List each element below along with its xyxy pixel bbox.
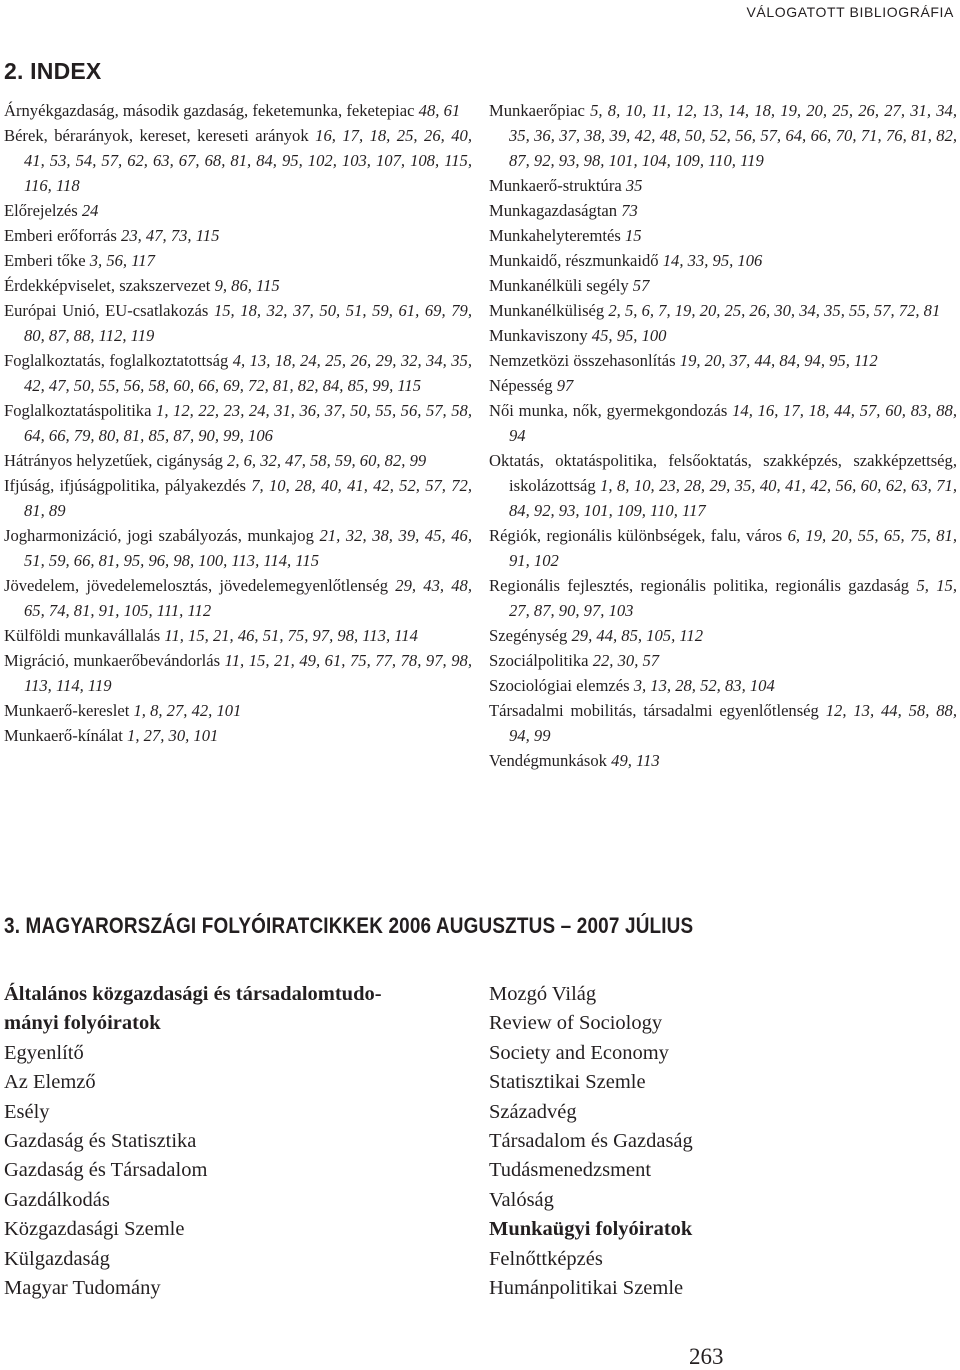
journals-right-column <box>489 980 959 1303</box>
journal-title: Gazdaság és Statisztika <box>4 1130 197 1153</box>
index-entry <box>489 623 957 648</box>
index-pages: 1, 27, 30, 101 <box>127 726 219 745</box>
index-term: Szociálpolitika <box>489 651 589 670</box>
index-entry <box>4 123 472 198</box>
index-entry <box>489 98 957 173</box>
index-entry <box>489 448 957 523</box>
index-pages: 6, 19, 20, 55, 65, 75, 81, 91, 102 <box>509 526 957 570</box>
index-pages: 15, 18, 32, 37, 50, 51, 59, 61, 69, 79, 80, 87, 88, 112, 119 <box>24 301 472 345</box>
index-term: Népesség <box>489 376 553 395</box>
journal-title: Review of Sociology <box>489 1012 663 1035</box>
index-term: Foglalkoztatás, foglalkoztatottság <box>4 351 229 370</box>
index-entry <box>489 523 957 573</box>
index-pages: 73 <box>621 201 638 220</box>
index-entry <box>4 523 472 573</box>
index-pages: 24 <box>81 201 99 220</box>
journal-title: Társadalom és Gazdaság <box>489 1130 693 1153</box>
index-term: Ifjúság, ifjúságpolitika, pályakezdés <box>4 476 246 495</box>
index-entry <box>489 673 957 698</box>
index-pages: 57 <box>632 276 650 295</box>
index-term: Hátrányos helyzetűek, cigányság <box>4 451 223 470</box>
index-pages: 97 <box>556 376 574 395</box>
index-entry <box>489 573 957 623</box>
index-entry <box>4 473 472 523</box>
index-term: Munkaerő-kereslet <box>4 701 130 720</box>
index-term: Oktatás, oktatáspolitika, felsőoktatás, szakképzés, szakképzettség, iskolázottság <box>489 451 957 495</box>
index-term: Munkanélküliség <box>489 301 605 320</box>
index-pages: 16, 17, 18, 25, 26, 40, 41, 53, 54, 57, 62, 63, 67, 68, 81, 84, 95, 102, 103, 107, 108, 115, 116, 118 <box>24 126 472 195</box>
index-left-column <box>4 98 472 748</box>
index-entry <box>4 348 472 398</box>
index-term: Érdekképviselet, szakszervezet <box>4 276 211 295</box>
index-pages: 48, 61 <box>418 101 461 120</box>
index-term: Munkaerőpiac <box>489 101 585 120</box>
index-pages: 7, 10, 28, 40, 41, 42, 52, 57, 72, 81, 89 <box>24 476 472 520</box>
index-pages: 14, 33, 95, 106 <box>662 251 763 270</box>
index-pages: 11, 15, 21, 46, 51, 75, 97, 98, 113, 114 <box>164 626 418 645</box>
journals-left-column <box>4 980 474 1303</box>
index-entry <box>489 348 957 373</box>
index-section-heading: 2. INDEX <box>4 58 102 84</box>
index-pages: 22, 30, 57 <box>592 651 660 670</box>
index-entry <box>489 323 957 348</box>
index-entry <box>489 223 957 248</box>
index-pages: 15 <box>624 226 642 245</box>
index-entry <box>489 273 957 298</box>
index-pages: 29, 44, 85, 105, 112 <box>571 626 704 645</box>
index-pages: 3, 56, 117 <box>89 251 155 270</box>
index-term: Szegénység <box>489 626 568 645</box>
journal-group-heading-labour: Munkaügyi folyóiratok <box>489 1218 693 1241</box>
index-entry <box>489 248 957 273</box>
index-entry <box>489 698 957 748</box>
index-term: Jövedelem, jövedelemelosztás, jövedelemegyenlőtlenség <box>4 576 389 595</box>
journal-title: Statisztikai Szemle <box>489 1071 646 1094</box>
journal-title: Tudásmenedzsment <box>489 1159 652 1182</box>
index-entry <box>4 98 472 123</box>
index-entry <box>4 648 472 698</box>
journal-list-general <box>4 1039 474 1304</box>
index-entry <box>4 623 472 648</box>
index-term: Munkaerő-struktúra <box>489 176 622 195</box>
index-pages: 1, 8, 27, 42, 101 <box>133 701 242 720</box>
journal-title: Gazdaság és Társadalom <box>4 1159 208 1182</box>
index-pages: 3, 13, 28, 52, 83, 104 <box>633 676 775 695</box>
journal-group-heading-general: Általános közgazdasági és társadalomtudo- mányi folyóiratok <box>4 983 382 1035</box>
index-pages: 23, 47, 73, 115 <box>121 226 220 245</box>
journal-title: Egyenlítő <box>4 1041 84 1064</box>
journal-title: Felnőttképzés <box>489 1247 603 1270</box>
index-entry <box>489 373 957 398</box>
journal-title: Mozgó Világ <box>489 983 597 1005</box>
index-term: Munkaidő, részmunkaidő <box>489 251 659 270</box>
index-pages: 1, 8, 10, 23, 28, 29, 35, 40, 41, 42, 56, 60, 62, 63, 71, 84, 92, 93, 101, 109, 110, 117 <box>509 476 957 520</box>
index-right-column <box>489 98 957 773</box>
index-pages: 14, 16, 17, 18, 44, 57, 60, 83, 88, 94 <box>509 401 957 445</box>
index-pages: 35 <box>625 176 643 195</box>
journal-title: Századvég <box>489 1100 577 1123</box>
index-term: Munkaviszony <box>489 326 588 345</box>
journal-list-general-continued <box>489 980 959 1215</box>
index-term: Társadalmi mobilitás, társadalmi egyenlőtlenség <box>489 701 819 720</box>
index-term: Európai Unió, EU-csatlakozás <box>4 301 209 320</box>
index-entry <box>489 198 957 223</box>
index-pages: 49, 113 <box>611 751 660 770</box>
index-term: Foglalkoztatáspolitika <box>4 401 152 420</box>
index-entry <box>489 648 957 673</box>
journal-title: Magyar Tudomány <box>4 1277 161 1300</box>
index-term: Emberi erőforrás <box>4 226 117 245</box>
index-pages: 29, 43, 48, 65, 74, 81, 91, 105, 111, 112 <box>24 576 472 620</box>
index-pages: 4, 13, 18, 24, 25, 26, 29, 32, 34, 35, 42, 47, 50, 55, 56, 58, 60, 66, 69, 72, 81, 82, 84, 85, 99, 115 <box>24 351 472 395</box>
index-term: Jogharmonizáció, jogi szabályozás, munkajog <box>4 526 314 545</box>
index-entry <box>4 698 472 723</box>
index-term: Munkaerő-kínálat <box>4 726 123 745</box>
index-entry <box>4 248 472 273</box>
index-entry <box>4 398 472 448</box>
page-number: 263 <box>689 1344 724 1369</box>
journal-title: Society and Economy <box>489 1041 669 1064</box>
index-entry <box>4 198 472 223</box>
index-term: Előrejelzés <box>4 201 78 220</box>
index-term: Régiók, regionális különbségek, falu, város <box>489 526 783 545</box>
index-term: Migráció, munkaerőbevándorlás <box>4 651 221 670</box>
index-entry <box>4 723 472 748</box>
index-term: Regionális fejlesztés, regionális politika, regionális gazdaság <box>489 576 910 595</box>
index-term: Emberi tőke <box>4 251 86 270</box>
index-entry <box>489 748 957 773</box>
journals-section-heading: 3. MAGYARORSZÁGI FOLYÓIRATCIKKEK 2006 AUGUSZTUS – 2007 JÚLIUS <box>4 913 694 938</box>
journal-title: Közgazdasági Szemle <box>4 1218 185 1241</box>
journal-title: Az Elemző <box>4 1071 96 1094</box>
index-entry <box>489 298 957 323</box>
index-entry <box>4 573 472 623</box>
index-entry <box>4 298 472 348</box>
index-term: Munkagazdaságtan <box>489 201 618 220</box>
index-pages: 2, 5, 6, 7, 19, 20, 25, 26, 30, 34, 35, 55, 57, 72, 81 <box>608 301 941 320</box>
index-term: Munkahelyteremtés <box>489 226 621 245</box>
index-term: Külföldi munkavállalás <box>4 626 161 645</box>
index-pages: 45, 95, 100 <box>591 326 667 345</box>
journal-title: Humánpolitikai Szemle <box>489 1277 684 1300</box>
index-term: Nemzetközi összehasonlítás <box>489 351 676 370</box>
index-pages: 9, 86, 115 <box>214 276 280 295</box>
index-pages: 2, 6, 32, 47, 58, 59, 60, 82, 99 <box>227 451 427 470</box>
index-pages: 5, 8, 10, 11, 12, 13, 14, 18, 19, 20, 25, 26, 27, 31, 34, 35, 36, 37, 38, 39, 42, 48, 50, 52, 56, 57, 64, 66, 70, 71, 76, 81, 82, 87, 92, 93, 98, 101, 104, 109, 110, 119 <box>509 101 957 170</box>
index-entry <box>489 173 957 198</box>
index-term: Bérek, bérarányok, kereset, kereseti arányok <box>4 126 309 145</box>
index-term: Női munka, nők, gyermekgondozás <box>489 401 728 420</box>
journal-title: Gazdálkodás <box>4 1188 110 1211</box>
index-pages: 5, 15, 27, 87, 90, 97, 103 <box>509 576 958 620</box>
journal-title: Esély <box>4 1100 50 1123</box>
journal-title: Külgazdaság <box>4 1247 110 1270</box>
journal-list-labour <box>489 1245 959 1304</box>
index-pages: 19, 20, 37, 44, 84, 94, 95, 112 <box>679 351 878 370</box>
index-pages: 1, 12, 22, 23, 24, 31, 36, 37, 50, 55, 56, 57, 58, 64, 66, 79, 80, 81, 85, 87, 90, 99, 106 <box>24 401 472 445</box>
index-pages: 11, 15, 21, 49, 61, 75, 77, 78, 97, 98, 113, 114, 119 <box>24 651 472 695</box>
index-entry <box>489 398 957 448</box>
running-head: VÁLOGATOTT BIBLIOGRÁFIA <box>746 4 954 20</box>
index-entry <box>4 273 472 298</box>
index-entry <box>4 448 472 473</box>
index-pages: 12, 13, 44, 58, 88, 94, 99 <box>509 701 957 745</box>
index-term: Vendégmunkások <box>489 751 607 770</box>
index-term: Munkanélküli segély <box>489 276 629 295</box>
index-term: Szociológiai elemzés <box>489 676 630 695</box>
journal-title: Valóság <box>489 1188 554 1211</box>
index-pages: 21, 32, 38, 39, 45, 46, 51, 59, 66, 81, 95, 96, 98, 100, 113, 114, 115 <box>24 526 472 570</box>
index-entry <box>4 223 472 248</box>
index-term: Árnyékgazdaság, második gazdaság, feketemunka, feketepiac <box>4 101 415 120</box>
